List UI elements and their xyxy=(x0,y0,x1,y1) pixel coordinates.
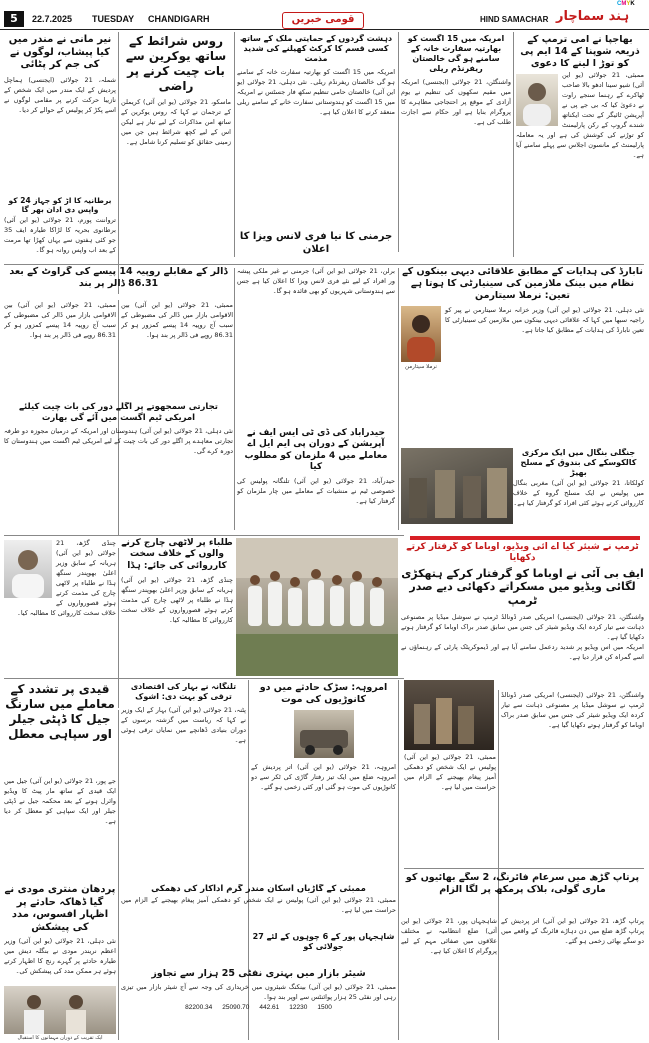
article-russia xyxy=(121,34,231,262)
headline: روس شرائط کے ساتھ یوکرین سے بات چیت کرنے پر راضی xyxy=(125,34,227,93)
headline: ایف بی آئی نے اوباما کو گرفتار کرکے ہتھکڑی لگائی ویڈیو میں مسکراتے دکھائی دیے صدر ٹرمپ xyxy=(401,566,644,607)
article-body: ترواننت پورم، 21 جولائی (یو این آئی) برطانوی بحریہ کا لڑاکا طیارہ ایف 35 جو کئی ہفتوں سے یہاں کھڑا تھا مرمت کے بعد اب واپس روانہ ہو گا۔ xyxy=(4,215,116,254)
article-nabard xyxy=(401,266,644,446)
article-amroha xyxy=(251,682,396,872)
headline: حیدرآباد کی ڈی ٹی ایس ایف نے آپریشن کے دوران پی ایم ایل اے معاملے میں 4 ملزمان کو مطلوب کیا xyxy=(244,428,388,472)
portrait-photo xyxy=(516,74,558,126)
article-terrorists xyxy=(237,34,395,229)
article-body: برلن، 21 جولائی (یو این آئی) جرمنی نے غیر ملکی پیشہ ور افراد کے لیے نئے فری لانس ویزا کا اعلان کیا ہے جس سے ہندوستانی شہریوں کو بھی فائدہ ہو گا۔ xyxy=(237,267,395,296)
section-rule xyxy=(4,535,404,536)
bottom-left-photo xyxy=(4,986,116,1034)
article-trade-deal xyxy=(401,448,644,528)
article-germany xyxy=(237,231,395,263)
article-body: پرتاپ گڑھ، 21 جولائی (یو این آئی) اتر پردیش کے پرتاپ گڑھ ضلع میں دن دہاڑے فائرنگ کے واقعے میں دو سگے بھائی زخمی ہو گئے۔ xyxy=(501,917,644,946)
parliament-photo xyxy=(236,538,398,676)
article-body: امروہہ، 21 جولائی (یو این آئی) اتر پردیش کے امروہہ ضلع میں ایک تیز رفتار گاڑی کی ٹکر سے دو کانوڑیوں کی موت ہو گئی اور کئی زخمی ہو گئے۔ xyxy=(251,762,396,791)
column-rule xyxy=(234,32,235,257)
column-rule xyxy=(118,710,119,1040)
article-body: حیدرآباد، 21 جولائی (یو این آئی) تلنگانہ پولیس کی خصوصی ٹیم نے منشیات کے معاملے میں چار ملزمان کو گرفتار کیا ہے۔ xyxy=(237,477,395,506)
article-body: ممبئی، 21 جولائی (یو این آئی) بین الاقوامی بازار میں ڈالر کی مضبوطی کے سبب آج روپیہ 14 پیسے کمزور ہو کر 86.31 روپے فی ڈالر پر بند ہوا۔ xyxy=(121,301,233,340)
protest-photo-icon xyxy=(404,680,494,750)
article-body: واشنگٹن، 21 جولائی (ایجنسی) امریکی صدر ڈونالڈ ٹرمپ نے سوشل میڈیا پر مصنوعی ذہانت سے تیار کردہ ایک ویڈیو شیئر کی جس میں سابق صدر براک اوباما کو گرفتار ہوتے دکھایا گیا ہے۔ xyxy=(501,691,644,730)
person-silhouette-icon xyxy=(4,540,52,598)
headline: ڈالر کے مقابلے روپیہ 14 پیسے کی گراوٹ کے بعد 86.31 ڈالر پر بند xyxy=(9,266,228,289)
crowd-photo-icon xyxy=(401,448,513,524)
news-photo xyxy=(294,710,354,758)
article-body: چنڈی گڑھ، 21 جولائی (یو این آئی) ہریانہ کے سابق وزیر اعلیٰ بھوپندر سنگھ ہڈا نے طلباء پر لاٹھی چارج کی مذمت کرتے ہوئے قصورواروں کے خلاف سخت کارروائی کا مطالبہ کیا۔ xyxy=(17,539,116,618)
article-telangana xyxy=(121,682,246,882)
headline: نابارڈ کی ہدایات کے مطابق علاقائی دیہی بینکوں کے نظام میں بینک ملازمین کی سینیارٹی کا ہوتا ہے تعین: نرملا سیتارمن xyxy=(402,266,643,301)
article-body: شاہجہاں پور، 21 جولائی (یو این آئی) ضلع انتظامیہ نے مختلف علاقوں میں صفائی مہم کے لیے پروگرام کا اعلان کیا ہے۔ xyxy=(401,917,497,956)
article-jail xyxy=(4,682,116,772)
person-silhouette-icon xyxy=(401,306,441,362)
photo-caption: ایک تقریب کے دوران مہمانوں کا استقبال xyxy=(17,1035,103,1041)
page-number: 5 xyxy=(4,11,24,27)
photo-caption: نرملا سیتارمن xyxy=(405,363,437,370)
brand-logo-urdu: ہند سماچار xyxy=(556,9,630,24)
article-trump-amendment xyxy=(516,34,644,262)
article-body: واشنگٹن، 21 جولائی (ایجنسی) امریکی صدر ڈونالڈ ٹرمپ نے سوشل میڈیا پر مصنوعی ذہانت سے تیار کردہ ایک ویڈیو شیئر کی جس میں سابق صدر براک اوباما کو گرفتار ہوتے دکھایا گیا ہے۔ xyxy=(401,612,644,641)
brand-name-english: HIND SAMACHAR xyxy=(480,15,549,24)
column-rule xyxy=(398,680,399,1040)
cmyk-registration-mark: CMYK xyxy=(617,1,635,7)
article-stock xyxy=(121,968,396,1040)
article-body: چنڈی گڑھ، 21 جولائی (یو این آئی) ہریانہ کے سابق وزیر اعلیٰ بھوپندر سنگھ ہڈا نے طلباء پر لاٹھی چارج کی مذمت کرتے ہوئے قصورواروں کے خلاف سخت کارروائی کا مطالبہ کیا۔ xyxy=(121,575,233,624)
article-hyderabad xyxy=(237,428,395,530)
edition-day: TUESDAY xyxy=(92,14,135,24)
portrait-photo-hooda xyxy=(4,540,52,598)
section-rule xyxy=(4,264,644,265)
article-body: ممبئی، 21 جولائی (یو این آئی) پولیس نے ایک شخص کو دھمکی آمیز پیغام بھیجنے کے الزام میں حراست میں لیا ہے۔ xyxy=(121,895,396,914)
article-body: امریکہ میں 15 اگست کو بھارتیہ سفارت خانہ کے سامنے ہو گی خالصتان ریفرنڈم ریلی۔ نئی دہلی، 21 جولائی (یو این آئی) خالصتان حامی تنظیم سکھ فار جسٹس نے امریکہ میں 15 اگست کو ہندوستانی سفارت خانے کے سامنے ریلی منعقد کرنے کا اعلان کیا ہے۔ xyxy=(237,68,395,117)
article-rupee-headline xyxy=(4,266,233,298)
article-shahjahanpur xyxy=(251,932,396,966)
article-students xyxy=(121,538,233,676)
headline: نیر مانی نے مندر میں کیا پیشاب، لوگوں نے کی جم کر پٹائی xyxy=(8,34,112,70)
headline: پردھان منتری مودی نے گیا ڈھاکہ حادثے پر اظہار افسوس، مدد کی پیشکش xyxy=(4,884,116,933)
article-rupee xyxy=(121,300,233,398)
article-khalistan xyxy=(401,34,511,262)
article-nirbhaya xyxy=(4,34,116,194)
article-rupee-continued xyxy=(4,300,116,398)
article-pratapgarh-body xyxy=(501,916,644,1038)
article-body: نئی دہلی، 21 جولائی (یو این آئی) ہندوستان اور امریکہ کے درمیان مجوزہ دو طرفہ تجارتی معاہدے پر اگلے دور کی بات چیت کے لیے امریکی ٹیم اگست میں ہندوستان کا دورہ کرے گی۔ xyxy=(4,427,233,456)
article-jail-body xyxy=(4,776,116,880)
column-rule xyxy=(398,32,399,252)
news-photo-protest xyxy=(404,680,494,750)
headline: طلباء پر لاٹھی چارج کرنے والوں کے خلاف سخت کارروائی کی جائے: ہڈا xyxy=(121,538,233,571)
stock-figures: 82200.34 25090.70 442.61 12230 1500 xyxy=(185,1004,332,1011)
article-britain xyxy=(4,196,116,262)
headline: برطانیہ کا اڑ کو جہاز 24 کو واپس دی ادان بھر گا xyxy=(8,196,112,215)
column-rule xyxy=(118,548,119,708)
article-body: ممبئی، 21 جولائی (یو این آئی) پولیس نے ایک شخص کو دھمکی آمیز پیغام بھیجنے کے الزام میں حراست میں لیا ہے۔ xyxy=(404,753,496,792)
group-photo-icon xyxy=(4,986,116,1034)
portrait-photo-sitharaman xyxy=(401,306,441,362)
news-photo xyxy=(401,448,513,524)
article-body: نئی دہلی، 21 جولائی (یو این آئی) وزیر خزانہ نرملا سیتارمن نے پیر کو راجیہ سبھا میں کہا کہ علاقائی دیہی بینکوں میں ملازمین کی سینیارٹی کا تعین نابارڈ کی ہدایات کے مطابق کیا جاتا ہے۔ xyxy=(445,305,644,334)
headline: ممبئی کے گاڑیاں اسکان مندر گرم اداکار کی دھمکی xyxy=(151,884,366,894)
article-students-continued xyxy=(4,538,116,676)
article-body: پٹنہ، 21 جولائی (یو این آئی) بہار کے ایک وزیر نے کہا کہ ریاست میں گزشتہ برسوں کے دوران بنیادی ڈھانچے میں نمایاں ترقی ہوئی ہے۔ xyxy=(121,706,246,745)
article-body: ممبئی، 21 جولائی (یو این آئی) بینکنگ شیئروں میں خریداری کی وجہ سے آج شیئر بازار میں تیزی رہی اور نفٹی 25 ہزار پوائنٹس سے اوپر بند ہوا۔ xyxy=(121,982,396,1001)
headline: جنگلی بنگال میں ایک مرکزی کالکوسکے کی بندوق کے مسلح بھیڑ xyxy=(520,448,637,477)
article-body: ممبئی، 21 جولائی (یو این آئی) شیو سینا ادھو بالا صاحب ٹھاکرے کے رہنما سنجے راوت نے دعویٰ کیا کہ بی جے پی نے آپریشن ٹائیگر کے تحت ایکناتھ شندے گروپ کے رکن پارلیمنٹ کو توڑنے کی کوشش کی ہے اور یہ معاملہ پارلیمنٹ کے مانسون اجلاس سے پہلے سامنے آیا ہے۔ xyxy=(516,70,644,160)
article-body: نئی دہلی، 21 جولائی (یو این آئی) وزیر اعظم نریندر مودی نے بنگلہ دیش میں طیارہ حادثے پر گہرے رنج کا اظہار کرتے ہوئے ہر ممکن مدد کی پیشکش کی۔ xyxy=(4,937,116,976)
headline-kicker: ٹرمپ نے شیئر کیا اے آئی ویڈیو، اوباما کو گرفتار کرتے دکھایا xyxy=(406,542,639,564)
headline: دہشت گردوں کے حمایتی ملک کے ساتھ کسی قسم کا کرکٹ کھیلنے کی شدید مذمت xyxy=(239,34,393,63)
article-trade-deal-main xyxy=(4,402,233,532)
accident-scene-icon xyxy=(294,710,354,758)
article-body: ممبئی، 21 جولائی (یو این آئی) بین الاقوامی بازار میں ڈالر کی مضبوطی کے سبب آج روپیہ 14 پیسے کمزور ہو کر 86.31 روپے فی ڈالر پر بند ہوا۔ xyxy=(4,301,116,340)
headline: تجارتی سمجھوتے پر اگلے دور کی بات چیت کیلئے امریکی ٹیم اگست میں آئے گی بھارت xyxy=(19,402,218,423)
masthead xyxy=(0,0,649,30)
section-rule xyxy=(4,678,404,679)
headline: پرتاپ گڑھ میں سرعام فائرنگ، 2 سگے بھائیوں کو ماری گولی، بلاک پرمکھ پر لگا الزام xyxy=(405,872,640,895)
headline: شاہجہاں پور کے 6 چوہوں کے لئے 27 جولائی کو xyxy=(252,932,395,951)
column-rule xyxy=(118,32,119,294)
edition-city: CHANDIGARH xyxy=(148,14,210,24)
column-rule xyxy=(398,268,399,530)
article-pratapgarh xyxy=(401,872,644,914)
article-modi xyxy=(4,884,116,984)
parliament-crowd-icon xyxy=(236,538,398,676)
article-mumbai-column xyxy=(501,690,644,866)
headline: قیدی پر تشدد کے معاملے میں سارنگ جیل کا ڈپٹی جیلر اور سپاہی معطل xyxy=(5,682,115,741)
article-mumbai-side xyxy=(404,752,496,866)
section-label: قومی خبریں xyxy=(282,12,364,29)
headline: تلنگانہ نے بہار کی اقتصادی ترقی کو بہت دی: اشوک xyxy=(130,682,237,701)
headline: شیئر بازار میں بہتری نفٹی 25 ہزار سے تجاوز xyxy=(151,968,366,979)
edition-date: 22.7.2025 xyxy=(32,14,73,24)
article-body: کولکاتا، 21 جولائی (یو این آئی) مغربی بنگال میں پولیس نے ایک مسلح گروہ کے خلاف کارروائی کرتے ہوئے کئی افراد کو گرفتار کیا ہے۔ xyxy=(513,479,644,508)
article-body: شملہ، 21 جولائی (ایجنسی) ہماچل پردیش کے ایک مندر میں ایک شخص کے نازیبا حرکت کرنے پر مقامی لوگوں نے اسے پکڑ کر پولیس کے حوالے کر دیا۔ xyxy=(4,75,116,114)
article-mumbai xyxy=(121,884,396,930)
article-body: واشنگٹن، 21 جولائی (ایجنسی) امریکہ میں مقیم سکھوں کی تنظیم نے یوم آزادی کے موقع پر احتجاجی مظاہرے کا پروگرام بنایا ہے اور حکام سے اجازت طلب کی ہے۔ xyxy=(401,78,511,127)
article-shahjahanpur-body xyxy=(401,916,497,1038)
article-body-continued: امریکہ میں اس ویڈیو پر شدید ردعمل سامنے آیا ہے اور ڈیموکریٹک پارٹی کے رہنماؤں نے اسے گمراہ کن قرار دیا ہے۔ xyxy=(401,642,644,661)
headline: بھاجپا نے امی ترمپ کے ذریعہ شوپنا کے 14 ایم پی کو توڑ ا لینے کا دعوی xyxy=(520,34,640,69)
article-germany-body xyxy=(237,266,395,426)
section-rule xyxy=(404,868,644,869)
article-body: جے پور، 21 جولائی (یو این آئی) جیل میں ایک قیدی کے ساتھ مار پیٹ کا ویڈیو وائرل ہونے کے بعد محکمہ جیل نے ڈپٹی جیلر اور ایک سپاہی کو معطل کر دیا ہے۔ xyxy=(4,777,116,826)
headline: جرمنی کا نیا فری لانس ویزا کا اعلان xyxy=(239,231,393,255)
person-silhouette-icon xyxy=(516,74,558,126)
column-rule xyxy=(234,268,235,530)
headline: امریکہ میں 15 اگست کو بھارتیہ سفارت خانہ کے سامنے ہو گی خالصتان ریفرنڈم ریلی xyxy=(407,34,505,73)
article-body: ماسکو، 21 جولائی (یو این آئی) کریملن کے ترجمان نے کہا کہ روس یوکرین کے ساتھ امن مذاکرات کے لیے تیار ہے لیکن اس کے لیے کچھ شرائط ہیں جن میں زمینی حقائق کو تسلیم کرنا شامل ہے۔ xyxy=(121,98,231,147)
accent-bar xyxy=(410,536,640,540)
headline: امروہہ: سڑک حادثے میں دو کانوڑیوں کی موت xyxy=(259,682,388,705)
column-rule xyxy=(513,32,514,257)
